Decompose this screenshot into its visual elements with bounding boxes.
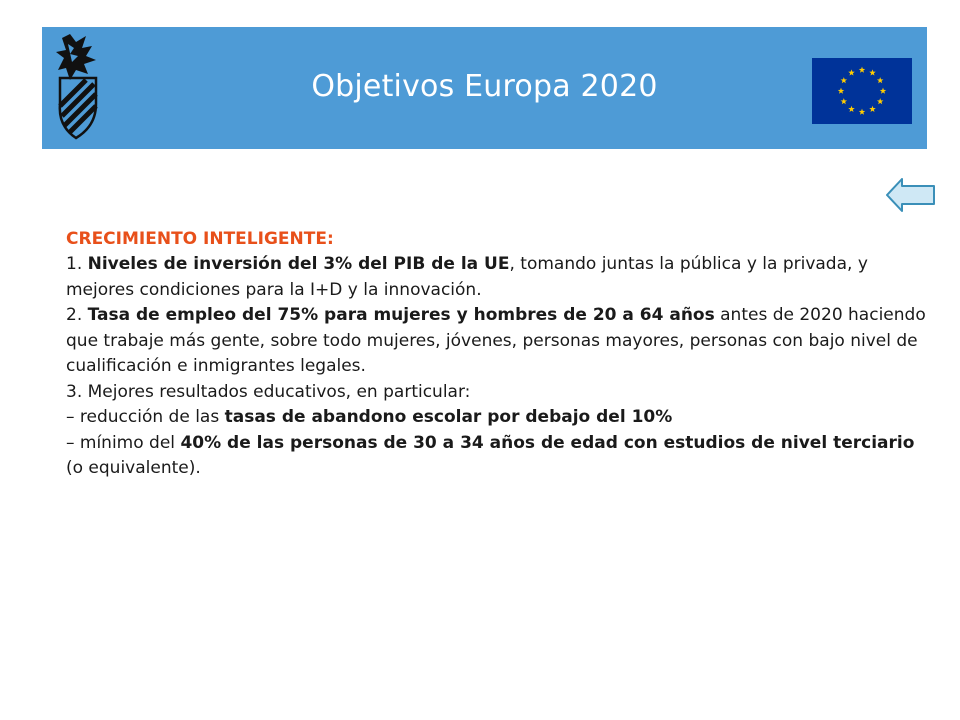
objective-1-number: 1. <box>66 254 88 274</box>
objective-1-text: , tomando juntas la pública y la privada, y mejores condiciones para la I+D y la innovación. <box>66 254 868 300</box>
sub-2-bold: 40% de las personas de 30 a 34 años de edad con estudios de nivel terciario <box>180 432 915 453</box>
objective-2-bold: Tasa de empleo del 75% para mujeres y hombres de 20 a 64 años <box>87 305 715 325</box>
objective-3-sub-1 <box>66 405 928 431</box>
objective-1-bold: Niveles de inversión del 3% del PIB de la UE <box>87 254 510 274</box>
objective-2-text: antes de 2020 haciendo que trabaje más gente, sobre todo mujeres, jóvenes, personas mayores, personas con bajo nivel de cualificación e inmigrantes legales. <box>66 305 926 376</box>
sub-1-bold: tasas de abandono escolar por debajo del 10% <box>224 407 673 427</box>
section-heading: CRECIMIENTO INTELIGENTE: <box>66 229 334 249</box>
generalitat-valenciana-logo-icon <box>56 34 106 140</box>
objective-3-sub-2 <box>66 431 928 482</box>
objective-1 <box>66 252 928 303</box>
objective-2 <box>66 303 928 380</box>
objective-3: 3. Mejores resultados educativos, en particular: <box>66 381 471 402</box>
sub-1-prefix: – reducción de las <box>66 407 225 427</box>
title-banner <box>42 27 927 149</box>
content-body <box>66 226 928 482</box>
page-title: Objetivos Europa 2020 <box>311 69 658 104</box>
eu-flag-icon <box>812 58 912 124</box>
objective-2-number: 2. <box>66 305 88 325</box>
sub-2-text: (o equivalente). <box>66 458 201 478</box>
sub-2-prefix: – mínimo del <box>66 432 181 453</box>
back-arrow-icon[interactable] <box>886 178 936 212</box>
